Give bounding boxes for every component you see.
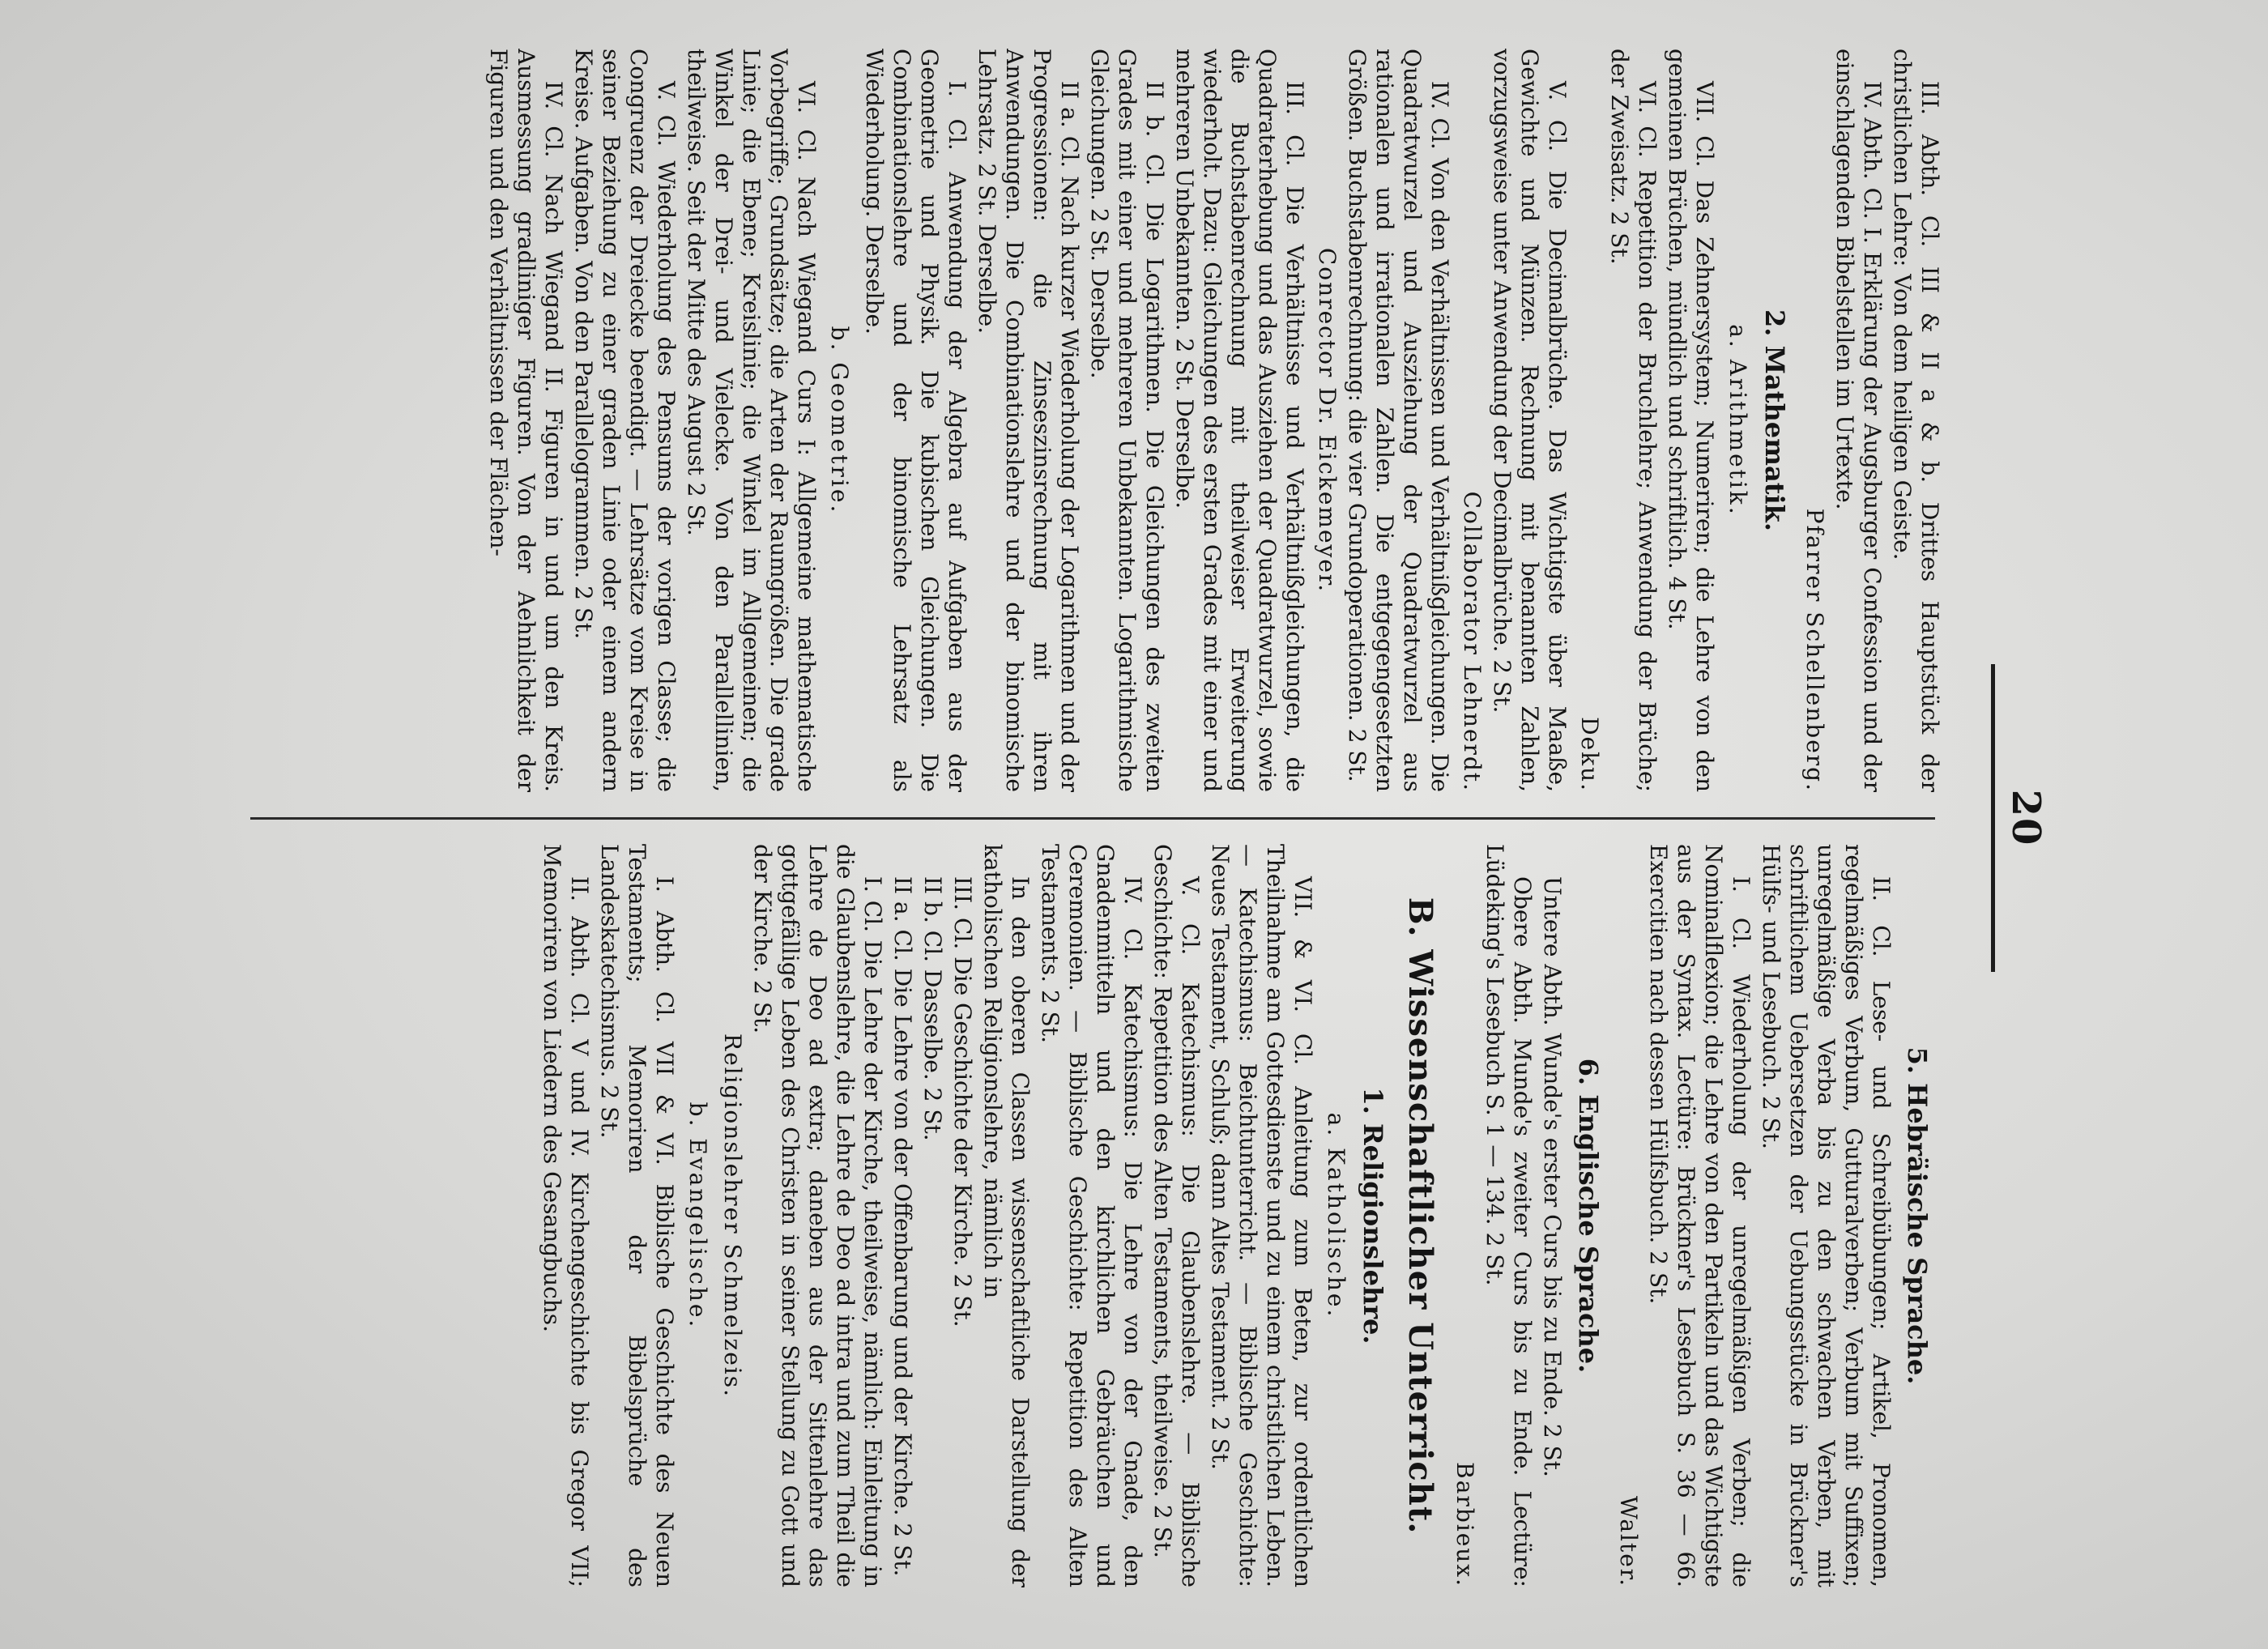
left-column-para-lp2: IV. Abth. Cl. I. Erklärung der Augsburger Confession und der einschlagenden Bibelstellen im Urtexte. (1831, 49, 1886, 792)
right-column-right-rp8: Barbieux. (1452, 1462, 1478, 1587)
right-column-para-rp17: II b. Cl. Dasselbe. 2 St. (919, 876, 946, 1141)
right-column-para-rp23: II. Abth. Cl. V und IV. Kirchengeschichte bis Gregor VII; Memoriren von Liedern des Gesangbuchs. (539, 844, 593, 1587)
right-column-para-rp7: Obere Abth. Munde's zweiter Curs bis zu Ende. Lectüre: Lüdeking's Lesebuch S. 1 — 134. 2 St. (1481, 844, 1536, 1587)
right-column-para-rp19: I. Cl. Die Lehre der Kirche, theilweise, nämlich: Einleitung in die Glaubenslehre, die Lehre de Deo ad intra und zum Theil die Lehre de Deo ad extra; daneben aus der Sittenlehre das gottgefällige Leben des Christen in seiner Stellung zu Gott und der Kirche. 2 St. (749, 844, 886, 1587)
left-column-right-lp3: Pfarrer Schellenberg. (1801, 508, 1828, 792)
left-column-para-lp1: III. Abth. Cl. III & II a & b. Drittes Hauptstück der christlichen Lehre: Von dem heiligen Geiste. (1889, 49, 1943, 792)
right-column-right-rp4: Walter. (1615, 1495, 1642, 1587)
left-column-heading-lp4: 2. Mathematik. (1759, 309, 1790, 531)
right-column-para-rp15: In den oberen Classen wissenschaftliche Darstellung der katholischen Religionslehre, nämlich in (979, 844, 1034, 1587)
left-column-subheading-lp17: b. Geometrie. (826, 326, 853, 515)
right-column-para-rp22: I. Abth. Cl. VII & VI. Biblische Geschichte des Neuen Testaments; Memoriren der Bibelsprüche des Landeskatechismus. 2 St. (596, 844, 678, 1587)
right-column-para-rp3: I. Cl. Wiederholung der unregelmäßigen Verben; die Nominalflexion; die Lehre von den Partikeln und das Wichtigste aus der Syntax. Lectüre: Brückner's Lesebuch S. 36 — 66. Exercitien nach dessen Hülfsbuch. 2 St. (1645, 844, 1754, 1587)
right-column-para-rp16: III. Cl. Die Geschichte der Kirche. 2 St. (949, 876, 976, 1327)
left-column-para-lp7: VI. Cl. Repetition der Bruchlehre; Anwendung der Brüche; der Zweisatz. 2 St. (1606, 49, 1660, 792)
right-column-subheading-rp11: a. Katholische. (1323, 1112, 1349, 1319)
right-column-para-rp12: VII. & VI. Cl. Anleitung zum Beten, zur ordentlichen Theilnahme am Gottesdienste und zu einem christlichen Leben. — Katechismus: Beichtunterricht. — Biblische Geschichte: Neues Testament, Schluß; dann Altes Testament. 2 St. (1207, 844, 1316, 1587)
left-column (242, 49, 1943, 792)
left-column-right-lp10: Collaborator Lehnerdt. (1459, 491, 1486, 792)
left-column-para-lp9: V. Cl. Die Decimalbrüche. Das Wichtigste über Maaße, Gewichte und Münzen. Rechnung mit benannten Zahlen, vorzugsweise unter Anwendung der Decimalbrüche. 2 St. (1489, 49, 1571, 792)
left-column-para-lp15: II a. Cl. Nach kurzer Wiederholung der Logarithmen und der Progressionen: die Zinseszinsrechnung mit ihren Anwendungen. Die Combinationslehre und der binomische Lehrsatz. 2 St. Derselbe. (974, 49, 1083, 792)
left-column-para-lp16: I. Cl. Anwendung der Algebra auf Aufgaben aus der Geometrie und Physik. Die kubischen Gleichungen. Die Combinationslehre und der binomische Lehrsatz als Wiederholung. Derselbe. (861, 49, 970, 792)
right-column-center-rp20: Religionslehrer Schmelzeis. (719, 1033, 746, 1399)
right-column-subheading-rp21: b. Evangelische. (684, 1101, 711, 1330)
page-number: 20 (2003, 789, 2048, 847)
right-column-para-rp6: Untere Abth. Wunde's erster Curs bis zu Ende. 2 St. (1539, 876, 1566, 1477)
right-column-heading-rp1: 5. Hebräische Sprache. (1902, 1046, 1933, 1385)
left-column-center-lp12: Conrector Dr. Eickemeyer. (1314, 247, 1341, 594)
right-column-para-rp2: II. Cl. Lese- und Schreibübungen; Artikel, Pronomen, regelmäßiges Verbum, Gutturalverben; Verbum mit Suffixen; unregelmäßige Verba bis zu den schwachen Verben, mit schriftlichem Uebersetzen der Uebungsstücke in Brückner's Hülfs- und Lesebuch. 2 St. (1758, 844, 1895, 1587)
left-column-para-lp14: II b. Cl. Die Logarithmen. Die Gleichungen des zweiten Grades mit einer und mehreren Unbekannten. Logarithmische Gleichungen. 2 St. Derselbe. (1086, 49, 1168, 792)
right-column-heading-rp10: 1. Religionslehre. (1358, 1087, 1388, 1344)
right-column-para-rp18: II a. Cl. Die Lehre von der Offenbarung und der Kirche. 2 St. (889, 876, 916, 1577)
left-column-para-lp11: IV. Cl. Von den Verhältnissen und Verhältnißgleichungen. Die Quadratwurzel und Ausziehung der Quadratwurzel aus rationalen und irrationalen Zahlen. Die entgegengesetzten Größen. Buchstabenrechnung: die vier Grundoperationen. 2 St. (1344, 49, 1453, 792)
left-column-para-lp6: VII. Cl. Das Zehnersystem; Numeriren; die Lehre von den gemeinen Brüchen, mündlich und schriftlich. 4 St. (1664, 49, 1718, 792)
right-column-para-rp13: V. Cl. Katechismus: Die Glaubenslehre. — Biblische Geschichte: Repetition des Alten Testaments, theilweise. 2 St. (1149, 844, 1204, 1587)
left-column-para-lp13: III. Cl. Die Verhältnisse und Verhältnißgleichungen, die Quadraterhebung und das Ausziehen der Quadratwurzel, sowie die Buchstabenrechnung mit theilweiser Erweiterung wiederholt. Dazu: Gleichungen des ersten Grades mit einer und mehreren Unbekannten. 2 St. Derselbe. (1171, 49, 1308, 792)
left-column-right-lp8: Deku. (1576, 717, 1603, 792)
header-rule (1991, 664, 1995, 972)
column-divider (250, 817, 1935, 820)
right-column-heading-rp5: 6. Englische Sprache. (1573, 1058, 1604, 1374)
left-column-para-lp18: VI. Cl. Nach Wiegand Curs I: Allgemeine mathematische Vorbegriffe; Grundsätze; die Arten der Raumgrößen. Die grade Linie; die Ebene; Kreislinie; die Winkel im Allgemeinen; die Winkel der Drei- und Vielecke. Von den Parallellinien, theilweise. Seit der Mitte des August 2 St. (683, 49, 820, 792)
left-column-para-lp20: IV. Cl. Nach Wiegand II. Figuren in und um den Kreis. Ausmessung gradliniger Figuren. Von der Aehnlichkeit der Figuren und den Verhältnissen der Flächen- (485, 49, 567, 792)
right-column-title-rp9: B. Wissenschaftlicher Unterricht. (1401, 897, 1439, 1535)
rotated-printed-sheet (218, 49, 2048, 1587)
right-column-para-rp14: IV. Cl. Katechismus: Die Lehre von der Gnade, den Gnadenmitteln und den kirchlichen Gebräuchen und Ceremonien. — Biblische Geschichte: Repetition des Alten Testaments. 2 St. (1037, 844, 1146, 1587)
left-column-subheading-lp5: a. Arithmetik. (1724, 324, 1751, 517)
right-column (242, 844, 1943, 1587)
left-column-para-lp19: V. Cl. Wiederholung des Pensums der vorigen Classe; die Congruenz der Dreiecke beendigt. — Lehrsätze vom Kreise in seiner Beziehung zu einer graden Linie oder einem andern Kreise. Aufgaben. Von den Parallelogrammen. 2 St. (570, 49, 680, 792)
